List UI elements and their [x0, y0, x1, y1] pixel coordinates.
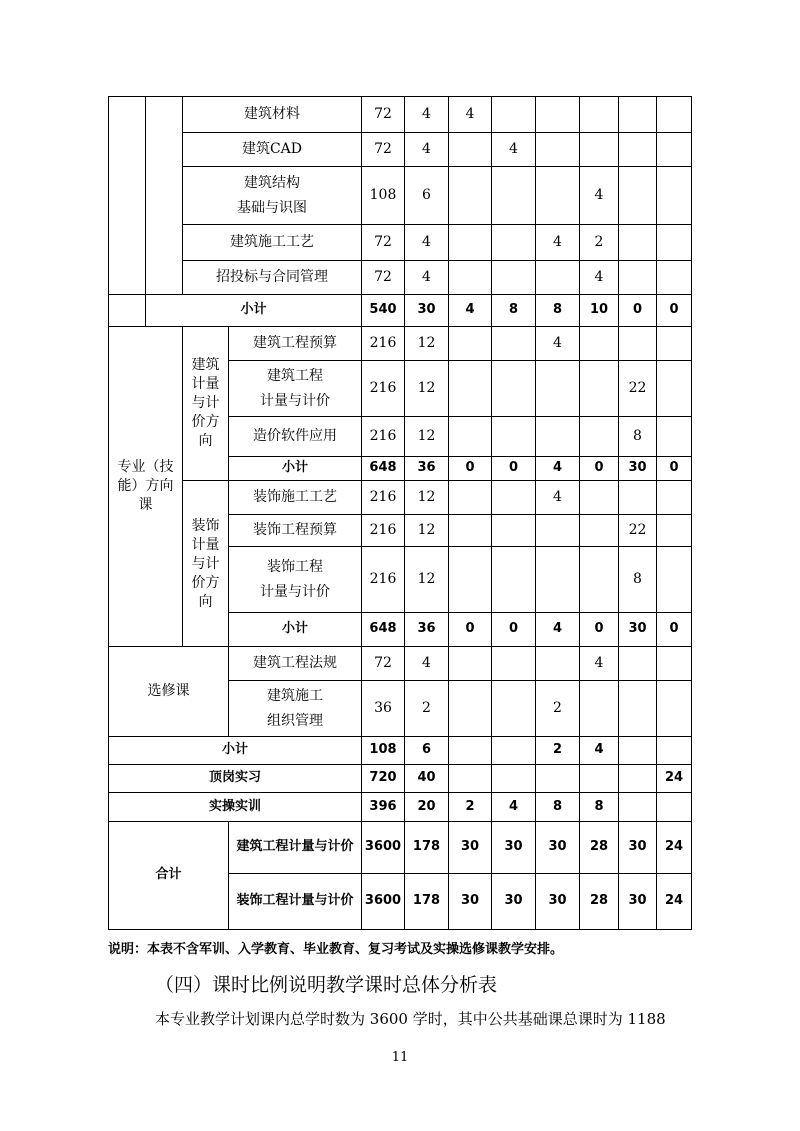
course-name: 建筑工程 计量与计价: [229, 361, 362, 417]
semester-4: [580, 97, 619, 133]
semester-4: 4: [580, 647, 619, 681]
total-hours: 648: [362, 457, 405, 481]
credits: 4: [405, 133, 449, 167]
semester-6: [657, 515, 692, 547]
semester-5: 30: [619, 822, 657, 874]
direction-group-label: 专业（技能）方向课: [109, 327, 183, 647]
semester-3: [536, 133, 580, 167]
credits: 30: [405, 295, 449, 327]
semester-2: [492, 327, 536, 361]
semester-4: 0: [580, 457, 619, 481]
semester-1: [449, 167, 492, 225]
semester-3: [536, 647, 580, 681]
semester-2: [492, 167, 536, 225]
semester-6: [657, 547, 692, 613]
semester-3: 8: [536, 295, 580, 327]
semester-5: [619, 765, 657, 793]
semester-6: [657, 327, 692, 361]
course-name: 招投标与合同管理: [183, 261, 362, 295]
semester-3: [536, 361, 580, 417]
semester-3: 4: [536, 481, 580, 515]
total-hours: 3600: [362, 874, 405, 930]
semester-6: [657, 167, 692, 225]
semester-2: [492, 737, 536, 765]
credits: 6: [405, 167, 449, 225]
semester-1: 2: [449, 793, 492, 822]
semester-3: [536, 261, 580, 295]
semester-5: 30: [619, 457, 657, 481]
semester-3: [536, 765, 580, 793]
semester-6: [657, 647, 692, 681]
semester-5: [619, 225, 657, 261]
course-name: 建筑施工 组织管理: [229, 681, 362, 737]
semester-2: [492, 765, 536, 793]
body-paragraph: 本专业教学计划课内总学时数为 3600 学时，其中公共基础课总课时为 1188: [155, 1010, 666, 1028]
semester-4: [580, 765, 619, 793]
credits: 178: [405, 874, 449, 930]
semester-4: 28: [580, 874, 619, 930]
semester-5: [619, 261, 657, 295]
semester-1: [449, 481, 492, 515]
semester-1: [449, 327, 492, 361]
semester-2: [492, 547, 536, 613]
semester-1: 0: [449, 457, 492, 481]
semester-6: [657, 97, 692, 133]
semester-6: [657, 793, 692, 822]
semester-5: 30: [619, 874, 657, 930]
semester-4: 4: [580, 167, 619, 225]
direction-b-label: 装饰计量与计价方向: [183, 481, 229, 647]
credits: 12: [405, 327, 449, 361]
semester-3: [536, 167, 580, 225]
course-name: 建筑结构 基础与识图: [183, 167, 362, 225]
semester-3: [536, 417, 580, 457]
total-hours: 216: [362, 481, 405, 515]
semester-3: 30: [536, 874, 580, 930]
semester-1: [449, 225, 492, 261]
semester-1: [449, 417, 492, 457]
course-name: 装饰工程 计量与计价: [229, 547, 362, 613]
semester-2: [492, 225, 536, 261]
semester-6: 0: [657, 457, 692, 481]
semester-2: [492, 647, 536, 681]
semester-5: [619, 793, 657, 822]
table-row: [109, 647, 692, 681]
semester-6: [657, 417, 692, 457]
semester-2: [492, 481, 536, 515]
semester-5: [619, 167, 657, 225]
semester-3: 2: [536, 681, 580, 737]
total-row: [109, 822, 692, 874]
credits: 36: [405, 457, 449, 481]
semester-2: 0: [492, 457, 536, 481]
credits: 4: [405, 225, 449, 261]
semester-4: [580, 481, 619, 515]
total-hours: 216: [362, 547, 405, 613]
semester-3: 30: [536, 822, 580, 874]
spacer-cell: [109, 295, 146, 327]
semester-6: 24: [657, 765, 692, 793]
semester-5: 30: [619, 613, 657, 647]
semester-5: 8: [619, 547, 657, 613]
semester-3: 4: [536, 613, 580, 647]
semester-4: [580, 547, 619, 613]
credits: 4: [405, 647, 449, 681]
semester-3: 2: [536, 737, 580, 765]
semester-1: [449, 515, 492, 547]
semester-6: [657, 133, 692, 167]
course-name: 建筑施工工艺: [183, 225, 362, 261]
table-row: [109, 327, 692, 361]
course-name: 装饰工程预算: [229, 515, 362, 547]
table-row: [109, 481, 692, 515]
credits: 178: [405, 822, 449, 874]
semester-6: [657, 261, 692, 295]
semester-6: [657, 737, 692, 765]
semester-1: [449, 361, 492, 417]
table-row: [109, 133, 692, 167]
internship-row: [109, 765, 692, 793]
table-row: [109, 261, 692, 295]
semester-4: 4: [580, 261, 619, 295]
semester-5: 8: [619, 417, 657, 457]
semester-2: [492, 515, 536, 547]
total-hours: 216: [362, 327, 405, 361]
semester-4: 2: [580, 225, 619, 261]
semester-1: [449, 547, 492, 613]
semester-2: [492, 681, 536, 737]
section-heading: （四）课时比例说明教学课时总体分析表: [155, 974, 498, 996]
semester-5: [619, 737, 657, 765]
subtotal-row: [109, 737, 692, 765]
total-hours: 72: [362, 261, 405, 295]
semester-4: 10: [580, 295, 619, 327]
semester-3: 4: [536, 225, 580, 261]
semester-1: 4: [449, 295, 492, 327]
semester-6: 24: [657, 874, 692, 930]
semester-5: 22: [619, 515, 657, 547]
credits: 2: [405, 681, 449, 737]
elective-label: 选修课: [109, 647, 229, 737]
semester-4: [580, 515, 619, 547]
total-hours: 216: [362, 515, 405, 547]
semester-6: 24: [657, 822, 692, 874]
course-name: 建筑CAD: [183, 133, 362, 167]
table-row: [109, 167, 692, 225]
credits: 20: [405, 793, 449, 822]
total-hours: 108: [362, 737, 405, 765]
semester-1: 30: [449, 822, 492, 874]
internship-label: 顶岗实习: [109, 765, 362, 793]
semester-1: [449, 261, 492, 295]
semester-3: [536, 515, 580, 547]
credits: 12: [405, 361, 449, 417]
semester-1: [449, 681, 492, 737]
semester-5: [619, 97, 657, 133]
total-hours: 72: [362, 647, 405, 681]
semester-1: [449, 765, 492, 793]
table-row: [109, 225, 692, 261]
semester-2: 30: [492, 874, 536, 930]
semester-4: [580, 361, 619, 417]
semester-1: [449, 737, 492, 765]
credits: 12: [405, 481, 449, 515]
total-hours: 3600: [362, 822, 405, 874]
semester-4: [580, 133, 619, 167]
semester-1: 30: [449, 874, 492, 930]
credits: 12: [405, 515, 449, 547]
semester-5: [619, 681, 657, 737]
semester-5: 0: [619, 295, 657, 327]
semester-3: [536, 547, 580, 613]
total-hours: 72: [362, 225, 405, 261]
total-hours: 216: [362, 417, 405, 457]
course-name: 建筑工程计量与计价: [229, 822, 362, 874]
teaching-plan-table: [108, 96, 692, 930]
semester-3: 4: [536, 457, 580, 481]
table-note: 说明：本表不含军训、入学教育、毕业教育、复习考试及实操选修课教学安排。: [108, 942, 564, 957]
semester-4: [580, 681, 619, 737]
semester-1: [449, 647, 492, 681]
course-name: 装饰工程计量与计价: [229, 874, 362, 930]
direction-a-label: 建筑计量与计价方向: [183, 327, 229, 481]
semester-3: 8: [536, 793, 580, 822]
semester-4: 4: [580, 737, 619, 765]
semester-2: 4: [492, 793, 536, 822]
semester-6: 0: [657, 613, 692, 647]
semester-6: [657, 361, 692, 417]
semester-2: 4: [492, 133, 536, 167]
table-row: [109, 97, 692, 133]
total-label: 合计: [109, 822, 229, 930]
credits: 40: [405, 765, 449, 793]
semester-4: [580, 417, 619, 457]
major-subgroup-cell: [146, 97, 183, 295]
semester-6: [657, 225, 692, 261]
semester-5: [619, 647, 657, 681]
course-name: 装饰施工工艺: [229, 481, 362, 515]
subtotal-label: 小计: [229, 613, 362, 647]
course-name: 造价软件应用: [229, 417, 362, 457]
semester-4: 28: [580, 822, 619, 874]
total-hours: 216: [362, 361, 405, 417]
semester-3: 4: [536, 327, 580, 361]
total-hours: 396: [362, 793, 405, 822]
practice-row: [109, 793, 692, 822]
semester-5: 22: [619, 361, 657, 417]
semester-1: 4: [449, 97, 492, 133]
semester-2: [492, 97, 536, 133]
semester-2: 30: [492, 822, 536, 874]
semester-4: 8: [580, 793, 619, 822]
credits: 6: [405, 737, 449, 765]
semester-6: [657, 681, 692, 737]
subtotal-row: [109, 295, 692, 327]
total-hours: 72: [362, 97, 405, 133]
course-name: 建筑工程法规: [229, 647, 362, 681]
semester-2: [492, 417, 536, 457]
semester-1: [449, 133, 492, 167]
total-hours: 72: [362, 133, 405, 167]
credits: 12: [405, 417, 449, 457]
credits: 4: [405, 261, 449, 295]
total-hours: 108: [362, 167, 405, 225]
credits: 36: [405, 613, 449, 647]
page-number: 11: [391, 1050, 409, 1065]
semester-5: [619, 133, 657, 167]
credits: 12: [405, 547, 449, 613]
semester-3: [536, 97, 580, 133]
major-group-cell: [109, 97, 146, 295]
course-name: 建筑工程预算: [229, 327, 362, 361]
total-hours: 648: [362, 613, 405, 647]
semester-5: [619, 481, 657, 515]
credits: 4: [405, 97, 449, 133]
total-hours: 540: [362, 295, 405, 327]
subtotal-label: 小计: [146, 295, 362, 327]
semester-5: [619, 327, 657, 361]
practice-label: 实操实训: [109, 793, 362, 822]
total-hours: 36: [362, 681, 405, 737]
semester-2: [492, 261, 536, 295]
semester-6: [657, 481, 692, 515]
semester-2: [492, 361, 536, 417]
semester-4: [580, 327, 619, 361]
course-name: 建筑材料: [183, 97, 362, 133]
subtotal-label: 小计: [229, 457, 362, 481]
subtotal-label: 小计: [109, 737, 362, 765]
semester-6: 0: [657, 295, 692, 327]
semester-1: 0: [449, 613, 492, 647]
total-hours: 720: [362, 765, 405, 793]
semester-2: 0: [492, 613, 536, 647]
semester-4: 0: [580, 613, 619, 647]
table-body: [109, 97, 692, 930]
semester-2: 8: [492, 295, 536, 327]
